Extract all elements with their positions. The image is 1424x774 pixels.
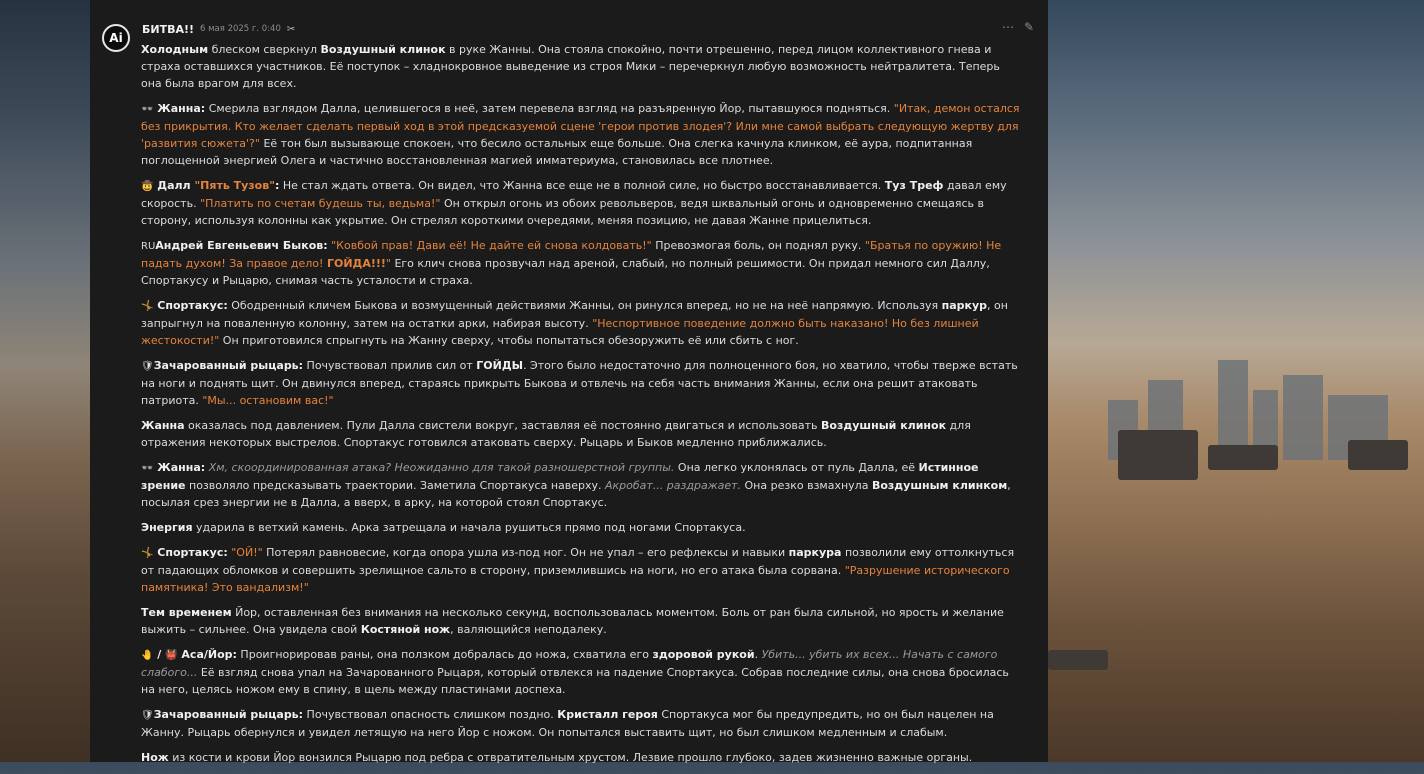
quote-text: " [385, 257, 391, 270]
bold-text: Холодным [141, 43, 209, 56]
bold-text: Жанна: [153, 102, 206, 115]
message-paragraph [141, 706, 1021, 741]
bold-text: Кристалл героя [557, 708, 658, 721]
pencil-icon[interactable]: ✎ [1023, 20, 1034, 34]
bold-text: Аса/Йор: [177, 648, 237, 661]
message-paragraph [141, 177, 1021, 229]
text-segment: Смерила взглядом Далла, целившегося в неё, затем перевела взгляд на разъяренную Йор, пытавшуюся подняться. [205, 102, 894, 115]
thought-text: Убить... убить их всех... Начать с самого слабого... [141, 648, 998, 679]
bold-text: Энергия [141, 521, 193, 534]
emoji-icon: 🤸 [141, 548, 154, 559]
text-segment: , валяющийся неподалеку. [450, 623, 607, 636]
text-segment: Потерял равновесие, когда опора ушла из-под ног. Он не упал – его рефлексы и навыки [262, 546, 789, 559]
more-icon[interactable]: ⋯ [1001, 20, 1014, 34]
text-segment: позволяло предсказывать траектории. Заметила Спортакуса наверху. [185, 479, 605, 492]
text-segment: , посылая срез энергии не в Далла, а вверх, в арку, на которой стоял Спортакус. [141, 479, 1011, 509]
bold-text: : [274, 179, 280, 192]
quote-text: "Итак, демон остался без прикрытия. Кто желает сделать первый ход в этой предсказуемой сцене 'герои против злодея'? Или мне самой выбрать следующую жертву для 'развития сюжета'?" [141, 102, 1020, 150]
text-segment: Он приготовился спрыгнуть на Жанну сверху, чтобы попытаться обезоружить её или сбить с ног. [219, 334, 799, 347]
emoji-icon: 👓 [141, 104, 154, 115]
text-segment: Её тон был вызывающе спокоен, что бесило остальных еще больше. Она слегка качнула клинком, её аура, подпитанная поглощенной энергией Олега и частично восстановленная магией имматериума, становилась все плотнее. [141, 137, 973, 167]
bold-quote-text: "Пять Тузов" [194, 179, 275, 192]
text-segment: Почувствовал опасность слишком поздно. [303, 708, 558, 721]
bold-text: здоровой рукой [652, 648, 755, 661]
quote-text: "Разрушение исторического памятника! Это вандализм!" [141, 564, 1010, 594]
message-content [141, 41, 1021, 774]
bold-text: паркур [941, 299, 988, 312]
message-paragraph [141, 417, 1021, 451]
text-segment: Почувствовал прилив сил от [303, 359, 477, 372]
emoji-icon: 🛡 [141, 361, 154, 372]
bold-text: Истинное зрение [141, 461, 979, 492]
avatar-logo-text: Ai [109, 31, 123, 45]
bold-text: Туз Треф [884, 179, 944, 192]
bold-text: Андрей Евгеньевич Быков: [155, 239, 328, 252]
text-segment: Он открыл огонь из обоих револьверов, ведя шквальный огонь и одновременно смещаясь в сторону, используя колонны как укрытие. Он стрелял короткими очередями, меняя позицию, не давая Жанне прицелиться. [141, 197, 984, 227]
bold-text: Воздушный клинок [821, 419, 947, 432]
message-paragraph [141, 357, 1021, 409]
text-segment: Его клич снова прозвучал над ареной, слабый, но полный решимости. Он придал немного сил Даллу, Спортакусу и Рыцарю, снимая часть усталости и страха. [141, 257, 990, 287]
message-paragraph [141, 459, 1021, 511]
bold-text: паркура [788, 546, 842, 559]
emoji-icon: 🤠 [141, 181, 154, 192]
background-right [1048, 0, 1424, 762]
text-segment: . Этого было недостаточно для полноценного боя, но хватило, чтобы тверже встать на ноги и поднять щит. Он двинулся вперед, стараясь прикрыть Быкова и отвлечь на себя часть внимания Жанны, если она решит атаковать патриота. [141, 359, 1018, 407]
text-segment: , он запрыгнул на поваленную колонну, затем на остатки арки, набирая высоту. [141, 299, 1008, 330]
text-segment: из кости и крови Йор вонзился Рыцарю под ребра с отвратительным хрустом. Лезвие прошло глубоко, задев жизненно важные органы. [168, 751, 973, 764]
thought-text: Хм, скоординированная атака? Неожиданно для такой разношерстной группы. [208, 461, 675, 474]
message-paragraph [141, 237, 1021, 289]
text-segment: давал ему скорость. [141, 179, 1007, 210]
text-segment: Йор, оставленная без внимания на несколько секунд, воспользовалась моментом. Боль от ран была сильной, но ярость и желание выжить – сильнее. Она увидела свой [141, 606, 1004, 636]
bold-text: Зачарованный рыцарь: [153, 708, 304, 721]
bold-text: Нож [141, 751, 169, 764]
emoji-icon: 🤸 [141, 301, 154, 312]
quote-text: "Ковбой прав! Дави её! Не дайте ей снова колдовать!" [331, 239, 652, 252]
bold-text: Тем временем [141, 606, 232, 619]
message-actions [1002, 20, 1034, 34]
message-paragraph [141, 100, 1021, 169]
thought-text: Акробат... раздражает. [605, 479, 742, 492]
text-segment: ударила в ветхий камень. Арка затрещала и начала рушиться прямо под ногами Спортакуса. [192, 521, 746, 534]
text-segment: Она легко уклонялась от пуль Далла, её [674, 461, 919, 474]
text-segment: Не стал ждать ответа. Он видел, что Жанна все еще не в полной силе, но быстро восстанавливается. [279, 179, 885, 192]
bold-text: Далл [153, 179, 195, 192]
bold-text: ГОЙДЫ [476, 359, 524, 372]
emoji-icon: RU [141, 241, 156, 252]
message-paragraph [141, 604, 1021, 638]
message-paragraph [141, 749, 1021, 766]
quote-text: "Мы... остановим вас!" [202, 394, 334, 407]
emoji-icon: 🛡 [141, 710, 154, 721]
bold-text: Жанна [141, 419, 185, 432]
quote-text: "Платить по счетам будешь ты, ведьма!" [200, 197, 441, 210]
text-segment: . [754, 648, 762, 661]
background-left [0, 0, 90, 762]
bold-text: Зачарованный рыцарь: [153, 359, 304, 372]
message-panel [90, 0, 1048, 762]
quote-text: "Неспортивное поведение должно быть наказано! Но без лишней жестокости!" [141, 317, 979, 347]
bold-text: Воздушный клинок [320, 43, 446, 56]
bold-text: Костяной нож [360, 623, 451, 636]
quote-text: "Братья по оружию! Не падать духом! За правое дело! [141, 239, 1002, 270]
message-paragraph [141, 544, 1021, 596]
message-paragraph [141, 519, 1021, 536]
bold-text: / [153, 648, 166, 661]
bold-text: Спортакус: [153, 546, 228, 559]
emoji-icon: 👓 [141, 463, 154, 474]
bold-text: Жанна: [153, 461, 206, 474]
message-header [142, 20, 295, 38]
emoji-icon: 👹 [165, 650, 178, 661]
text-segment: Она резко взмахнула [741, 479, 872, 492]
text-segment: Ободренный кличем Быкова и возмущенный действиями Жанны, он ринулся вперед, но не на неё напрямую. Используя [227, 299, 942, 312]
bold-text: Спортакус: [153, 299, 228, 312]
text-segment: Превозмогая боль, он поднял руку. [651, 239, 865, 252]
message-paragraph [141, 646, 1021, 698]
text-segment: Её взгляд снова упал на Зачарованного Рыцаря, который отвлекся на падение Спортакуса. Собрав последние силы, она снова бросилась на него, целясь ножом ему в спину, в щель между пластинами доспеха. [141, 666, 1009, 696]
text-segment: Спортакуса мог бы предупредить, но он был нацелен на Жанну. Рыцарь обернулся и увидел летящую на него Йор с ножом. Он попытался выставить щит, но был слишком медленным и слабым. [141, 708, 994, 739]
text-segment: позволили ему оттолкнуться от падающих обломков и совершить зрелищное сальто в сторону, приземлившись на ноги, но его атака была сорвана. [141, 546, 1015, 577]
message-paragraph [141, 41, 1021, 92]
message-timestamp: 6 мая 2025 г. 0:40 [200, 24, 281, 34]
quote-text: "ОЙ!" [231, 546, 263, 559]
text-segment: оказалась под давлением. Пули Далла свистели вокруг, заставляя её постоянно двигаться и использовать [184, 419, 822, 432]
avatar[interactable] [102, 24, 130, 52]
text-segment: для отражения некоторых выстрелов. Спортакус готовился атаковать сверху. Рыцарь и Быков медленно приближались. [141, 419, 971, 449]
text-segment: Проигнорировав раны, она ползком добралась до ножа, схватила его [236, 648, 653, 661]
message-paragraph [141, 297, 1021, 349]
scissors-icon: ✂ [286, 23, 296, 35]
emoji-icon: 🤚 [141, 650, 154, 661]
bold-text: Воздушным клинком [871, 479, 1008, 492]
bold-quote-text: ГОЙДА!!! [326, 257, 386, 270]
author-name[interactable]: БИТВА!! [142, 22, 195, 36]
text-segment: в руке Жанны. Она стояла спокойно, почти отрешенно, перед лицом коллективного гнева и страха оставшихся участников. Её поступок – хладнокровное выведение из строя Мики – перечеркнул любую возможность нейтралитета. Теперь она была врагом для всех. [141, 43, 1000, 90]
text-segment: блеском сверкнул [208, 43, 321, 56]
